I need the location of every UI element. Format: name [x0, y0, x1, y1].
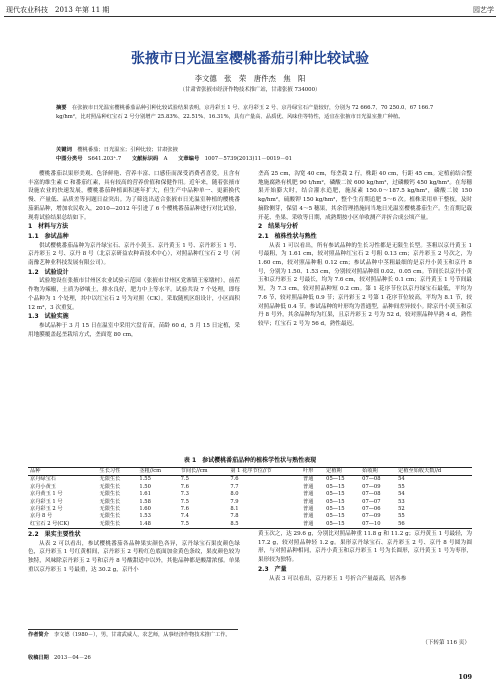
abstract-text: 在张掖市日光温室樱桃番茄品种引种比较试验结果表明，京丹彩玉 1 号、京丹彩玉 2 号、京丹绿宝石产量较好，分别为 72 666.7、70 250.0、67 166.7 kg/hm²，比对照品种红宝石 2 号分别增产 25.83%、22.51%、16.31%，具有产量高、品质优、风味佳等特性，适宜在张掖市日光温室推广种植。	[56, 105, 434, 120]
author-bio-text: 李文德（1980－），男，甘肃武威人，农艺师，从事经济作物技术推广工作。	[53, 632, 231, 638]
subsection-heading-implementation: 1.3 试验实施	[28, 313, 69, 321]
section-heading-results: 2 结果与分析	[258, 223, 299, 231]
keywords-row	[56, 146, 470, 154]
author-affiliation: （甘肃省张掖市经济作物技术推广站，甘肃张掖 734000）	[179, 87, 321, 93]
table-caption: 表 1 参试樱桃番茄品种的植株学性状与熟性表现	[183, 457, 317, 464]
author-bio-label: 作者简介	[28, 632, 49, 638]
plant-traits-paragraph: 从表 1 可以看出，所有参试品种的生长习性都是无限生长型。茎粗以京丹黄玉 1 号最粗，为 1.61 cm，较对照品种红宝石 2 号粗 0.13 cm；京丹彩玉 2 号次之，为 1.60 cm，较对照品种粗 0.12 cm；参试品种中茎粗最细的是京丹小黄玉和京丹 8 号，分别为 1.50、1.53 cm，分别较对照品种细 0.02、0.05 cm。节间长以京丹小黄玉和京丹彩玉 2 号最长，均为 7.6 cm，较对照品种长 0.1 cm；京丹黄玉 1 号节间最短，为 7.3 cm，较对照品种短 0.2 cm。第 1 花序节位以京丹绿宝石最低，平均为 7.6 节，较对照品种低 0.9 节；京丹彩玉 2 号第 1 花序节位较高，平均为 8.1 节，较对照品种低 0.4 节。参试品种的叶形均为普通型，品种间差异较小。除京丹小黄玉和京丹 8 号外，其余品种均为红果，且京丹彩玉 2 号为 52 d，较对照品种早熟 4 d，熟性较早；红宝石 2 号为 56 d，熟性最迟。	[258, 242, 472, 327]
table-cell: 1.50	[139, 483, 151, 490]
abstract	[56, 104, 444, 121]
table-cell: 8.5	[228, 521, 301, 529]
left-column-lower	[28, 530, 240, 626]
table-cell: 55	[398, 513, 405, 520]
table-cell: 7.3	[180, 491, 189, 498]
table-header-cell: 品种	[28, 468, 98, 476]
table-header-cell: 始收期	[360, 468, 396, 476]
table-cell: 普通	[303, 498, 314, 505]
implementation-paragraph: 参试品种于 3 月 15 日在温室中采用穴盘育苗，苗龄 60 d，5 月 15 日定植，采用地膜覆盖起垄栽培方式，垄面宽 80 cm，	[28, 322, 240, 338]
table-cell: 普通	[303, 506, 314, 513]
table-cell: 05—15	[326, 513, 345, 520]
subsection-heading-varieties: 1.1 参试品种	[28, 232, 69, 240]
table-cell: 53	[398, 498, 405, 505]
table-header-cell: 茎粗//cm	[137, 468, 178, 476]
fruit-traits-paragraph: 从表 2 可以看出，参试樱桃番茄各品种果实颜色各异，京丹绿宝石果皮颜色绿色，京丹彩玉 1 号红黄相间，京丹彩玉 2 号粉红色底面加金黄色条纹，果皮颜色较为独特，风味除京丹彩玉 2 号和京丹 8 号酸甜适中以外，其他品种都是酸甜浓郁。单果重以京丹彩玉 1 号最重，达 30.2 g，京丹小	[28, 540, 240, 573]
subsection-heading-fruit-traits: 2.2 果实主要性状	[28, 531, 81, 538]
header-rule	[4, 16, 496, 17]
table-row	[28, 499, 472, 506]
table-cell: 07—07	[362, 498, 381, 505]
table-cell: 7.6	[180, 506, 189, 513]
table-cell: 7.4	[180, 513, 189, 520]
table-cell: 07—09	[362, 483, 381, 490]
table-header-cell: 定植至始收天数//d	[396, 468, 472, 476]
table-cell: 05—15	[326, 491, 345, 498]
table-cell: 55	[398, 483, 405, 490]
table-cell: 05—15	[326, 483, 345, 490]
table-cell: 无限生长	[99, 483, 121, 490]
table-cell: 54	[398, 476, 405, 483]
implementation-continued: 垄高 25 cm，沟宽 40 cm，每垄栽 2 行，株距 40 cm，行距 45 cm。定植前结合整地施腐熟有机肥 90 t/hm²，磷酸二铵 600 kg/hm²，过磷酸钙 450 kg/hm²。在每穗果开始膨大时，结合灌水追肥，施尿素 150.0～187.5 kg/hm²，磷酸二铵 150 kg/hm²，硫酸钾 150 kg/hm²，整个生育期追肥 5～6 次。植株采用单干整枝，及时摘除侧芽，保留 4～5 穗果，其余管理措施同当地日光温室樱桃番茄生产。生育期记载开花、坐果、采收等日期，成熟期按小区单收测产并折合成公顷产量。	[258, 171, 472, 221]
table-cell: 07—08	[362, 491, 381, 498]
varieties-paragraph: 供试樱桃番茄品种为京丹绿宝石、京丹小黄玉、京丹黄玉 1 号、京丹彩玉 1 号、京丹彩玉 2 号、京丹 8 号（北京京研益农种苗技术中心），对照品种红宝石 2 号（河南豫艺种业科技发展有限公司）。	[28, 242, 240, 267]
table-cell: 无限生长	[99, 506, 121, 513]
table-cell: 8.0	[230, 491, 239, 498]
right-column-lower	[258, 530, 472, 636]
doc-code-value: A	[163, 156, 168, 162]
table-cell: 7.7	[230, 483, 239, 490]
table-cell: 普通	[303, 483, 314, 490]
table-cell: 1.48	[137, 521, 178, 529]
section-name: 园艺学	[473, 5, 494, 14]
table-cell: 7.5	[180, 498, 189, 505]
table-cell: 07—06	[362, 506, 381, 513]
subsection-heading-plant-traits: 2.1 植株性状与熟性	[258, 232, 317, 240]
article-number-value: 1007－5739(2013)11－0019－01	[204, 156, 293, 162]
table-row	[28, 506, 472, 513]
received-value: 2013－04－26	[53, 655, 91, 661]
fruit-traits-continued: 黄玉次之，达 29.6 g，分别比对照品种重 11.8 g 和 11.2 g；京丹黄玉 1 号最轻，为 17.2 g，较对照品种轻 1.2 g。果形京丹绿宝石、京丹彩玉 2 号、京丹 8 号圆为圆形，与对照品种相同，京丹小黄玉和京丹彩玉 1 号为长圆形，京丹黄玉 1 号为枣形，果形较为独特。	[258, 531, 472, 564]
table-cell: 1.61	[139, 491, 151, 498]
journal-issue: 现代农业科技 2013 年第 11 期	[6, 5, 110, 14]
table-cell: 京丹绿宝石	[30, 476, 56, 483]
traits-table	[28, 467, 472, 529]
table-cell: 普通	[303, 491, 314, 498]
table-cell: 1.53	[139, 513, 151, 520]
table-cell: 07—10	[360, 521, 396, 529]
table-cell: 无限生长	[99, 476, 121, 483]
table-header-row	[28, 468, 472, 476]
table-cell: 普通	[301, 521, 324, 529]
table-cell: 7.6	[180, 483, 189, 490]
table-cell: 56	[396, 521, 472, 529]
table-body	[28, 476, 472, 529]
yield-paragraph: 从表 3 可以看出，京丹彩玉 1 号折合产量最高，居各参	[269, 575, 407, 582]
page-number: 109	[458, 673, 472, 681]
left-column-upper	[28, 170, 240, 452]
table-cell: 7.5	[179, 521, 229, 529]
continued-note: （下转第 116 页）	[422, 640, 470, 646]
table-cell: 京丹黄玉 1 号	[30, 491, 63, 498]
article-number-label: 文章编号	[178, 156, 200, 162]
table-row	[28, 491, 472, 498]
table-cell: 8.1	[230, 506, 239, 513]
table-cell: 无限生长	[99, 498, 121, 505]
footnote-rule	[28, 629, 238, 630]
clc-label: 中图分类号	[56, 156, 83, 162]
section-heading-materials: 1 材料与方法	[28, 223, 69, 231]
table-cell: 7.5	[180, 476, 189, 483]
table-cell: 京丹彩玉 1 号	[30, 498, 63, 505]
table-row	[28, 484, 472, 491]
table-header-cell: 节间长//cm	[179, 468, 229, 476]
design-paragraph: 试验地设在张掖市甘州区农业试验示范园（张掖市甘州区党寨镇王家墩村），前茬作物为辣椒，土质为砂壤土，排水良好，肥力中上等水平。试验共设 7 个处理，即每个品种为 1 个处理，其中以红宝石 2 号为对照（CK）。采取随机区组设计，小区面积 12 m²，3 次重复。	[28, 278, 240, 311]
table-row	[28, 513, 472, 520]
table-cell: 07—09	[362, 513, 381, 520]
table-header-cell: 第 1 花序节位//节	[228, 468, 301, 476]
subsection-heading-yield: 2.3 产量	[258, 565, 287, 573]
table-cell: 05—15	[326, 498, 345, 505]
running-header	[6, 4, 494, 15]
table-cell: 54	[398, 491, 405, 498]
table-cell: 红宝石 2 号(CK)	[28, 521, 98, 529]
intro-paragraph: 樱桃番茄以果形美观、色泽鲜艳、营养丰富、口感佳而深受消费者喜爱，且含有丰富的维生素 C 和番茄红素，具有较高的营养价值和保健作用。近年来，随着张掖市设施农业的快速发展，樱桃番茄种植面积逐年扩大，但生产中品种单一、更新换代慢、产量低、品质差等问题日益突出。为了筛选出适合张掖市日光温室种植的樱桃番茄新品种，增加农民收入，2010—2012 年引进了 6 个樱桃番茄品种进行对比试验，现将试验结果总结如下。	[28, 171, 240, 221]
table-header-cell: 叶形	[301, 468, 324, 476]
keywords-text: 樱桃番茄；日光温室；引种比较；甘肃张掖	[77, 147, 178, 153]
table-cell: 普通	[303, 513, 314, 520]
table-row	[28, 476, 472, 484]
table-cell: 无限生长	[99, 513, 121, 520]
table-cell: 07—08	[362, 476, 381, 483]
table-cell: 无限生长	[98, 521, 138, 529]
table-row	[28, 521, 472, 529]
table-cell: 7.9	[230, 498, 239, 505]
table-cell: 无限生长	[99, 491, 121, 498]
table-cell: 普通	[303, 476, 314, 483]
doc-code-label: 文献标识码	[131, 156, 159, 162]
author-bio	[28, 632, 240, 639]
received-date	[28, 655, 240, 662]
article-title: 张掖市日光温室樱桃番茄引种比较试验	[131, 51, 369, 67]
table-header-cell: 生长习性	[98, 468, 138, 476]
right-column-upper	[258, 170, 472, 452]
received-label: 收稿日期	[28, 655, 49, 661]
table-cell: 1.60	[139, 506, 151, 513]
table-cell: 京丹彩玉 2 号	[30, 506, 63, 513]
table-cell: 05—15	[326, 506, 345, 513]
table-header-cell: 定植期	[324, 468, 360, 476]
table-cell: 05—15	[326, 476, 345, 483]
table-cell: 7.8	[230, 513, 239, 520]
classification-row	[56, 155, 470, 163]
table-cell: 京丹小黄玉	[30, 483, 56, 490]
subsection-heading-design: 1.2 试验设计	[28, 268, 69, 276]
table-cell: 7.6	[230, 476, 239, 483]
clc-value: S641.203⁺.7	[87, 156, 122, 162]
table-cell: 05—15	[324, 521, 360, 529]
abstract-label: 摘要	[56, 105, 67, 111]
table-cell: 京丹 8 号	[30, 513, 53, 520]
keywords-label: 关键词	[56, 147, 72, 153]
table-cell: 1.55	[139, 476, 151, 483]
table-cell: 52	[398, 506, 405, 513]
author-list: 李文德 张 荣 唐件杰 焦 阳	[194, 74, 306, 83]
table-cell: 1.58	[139, 498, 151, 505]
